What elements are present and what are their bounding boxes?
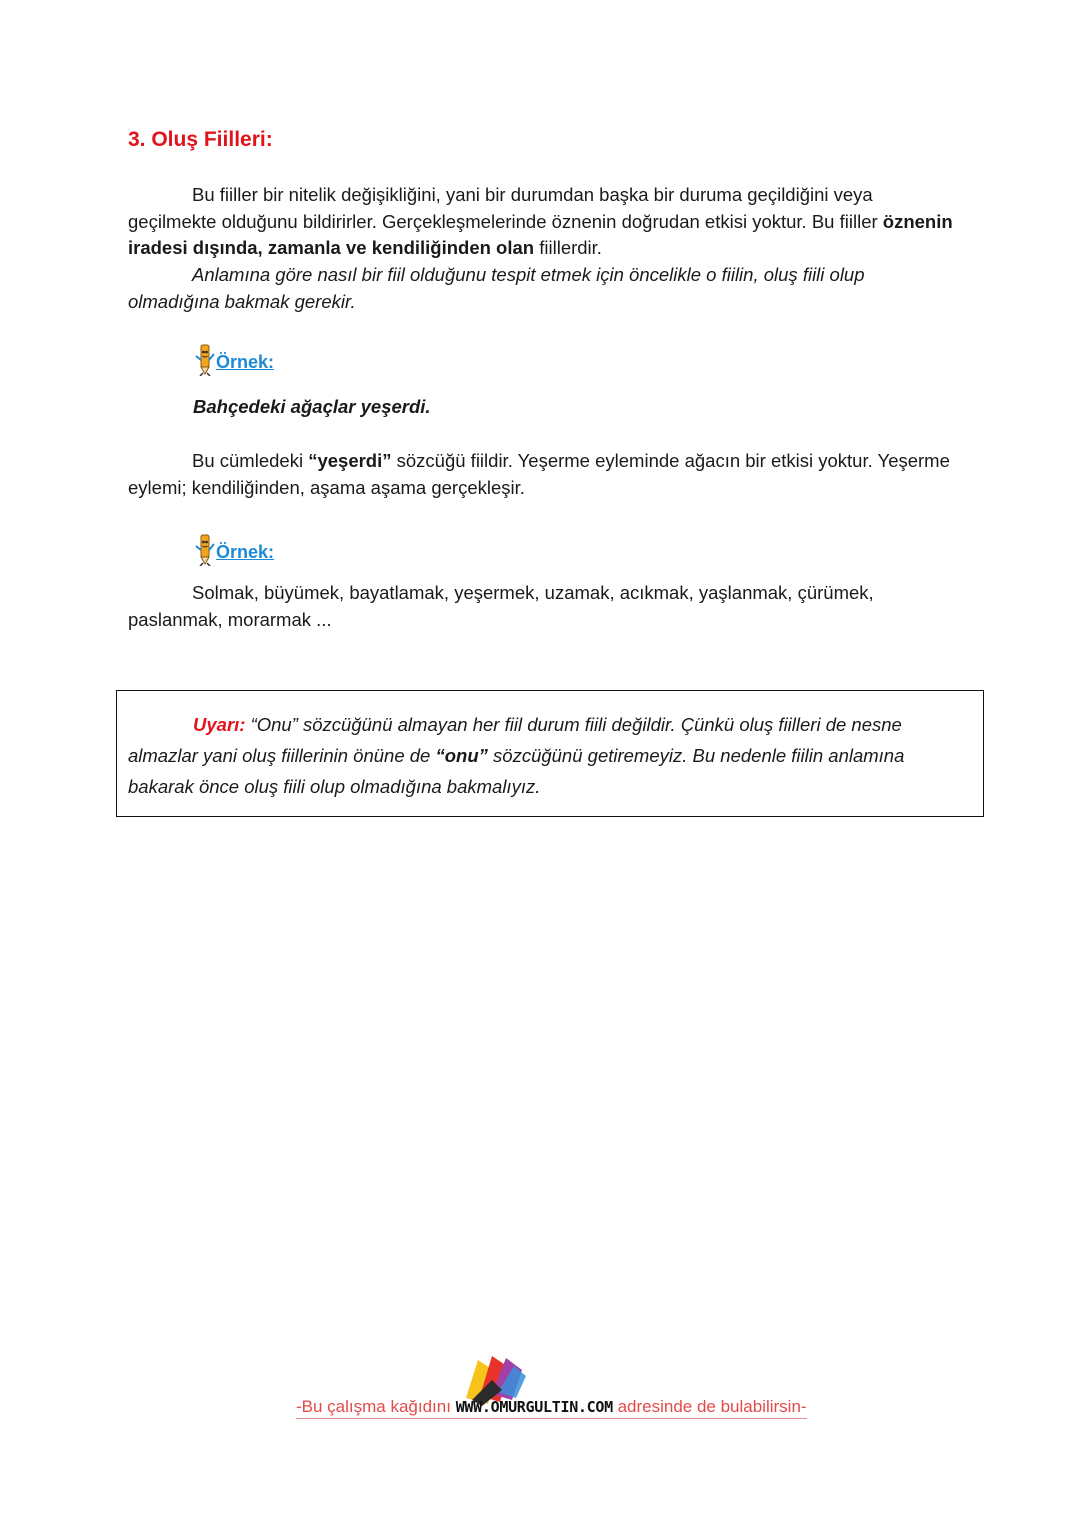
- intro-text-a: Bu fiiller bir nitelik değişikliğini, yani bir durumdan başka bir duruma geçildiğini veya geçilmekte olduğunu bildirirler. Gerçekleşmelerinde öznenin doğrudan etkisi yoktur. Bu fiiller: [128, 184, 883, 232]
- intro-paragraph: [128, 182, 958, 262]
- example-2-label-text: Örnek:: [216, 542, 275, 562]
- example-1-label: [194, 340, 274, 376]
- footer-site-link[interactable]: WWW.OMURGULTIN.COM: [455, 1398, 613, 1416]
- example-1-explain-a: Bu cümledeki: [192, 450, 309, 471]
- footer-prefix: -Bu çalışma kağıdını: [296, 1397, 456, 1416]
- example-1-explain-b: sözcüğü fiildir. Yeşerme eyleminde ağacın bir etkisi yoktur. Yeşerme eylemi; kendiliğinden, aşama aşama gerçekleşir.: [128, 450, 950, 498]
- section-heading: 3. Oluş Fiilleri:: [128, 128, 273, 151]
- example-1-explanation: [128, 448, 958, 501]
- intro-text-b: fiillerdir.: [534, 237, 602, 258]
- warning-text-a: “Onu” sözcüğünü almayan her fiil durum fiili değildir. Çünkü oluş fiilleri de nesne almazlar yani oluş fiillerinin önüne de: [128, 714, 902, 766]
- warning-label: Uyarı:: [193, 714, 246, 735]
- intro-bold-phrase: öznenin iradesi dışında, zamanla ve kendiliğinden olan: [128, 210, 953, 258]
- footer: [296, 1350, 856, 1430]
- example-1-sentence: Bahçedeki ağaçlar yeşerdi.: [193, 396, 431, 417]
- warning-text-b: sözcüğünü getiremeyiz. Bu nedenle fiilin anlamına bakarak önce oluş fiili olup olmadığına bakmalıyız.: [128, 745, 905, 797]
- pencil-character-icon: [194, 532, 216, 566]
- example-2-list: Solmak, büyümek, bayatlamak, yeşermek, uzamak, acıkmak, yaşlanmak, çürümek, paslanmak, morarmak ...: [128, 582, 874, 630]
- example-2-label: [194, 530, 274, 566]
- footer-text: [296, 1397, 807, 1419]
- footer-suffix: adresinde de bulabilirsin-: [612, 1397, 807, 1416]
- warning-bold: “onu”: [435, 745, 488, 766]
- intro-note: Anlamına göre nasıl bir fiil olduğunu tespit etmek için öncelikle o fiilin, oluş fiili olup olmadığına bakmak gerekir.: [128, 264, 865, 312]
- warning-box: [116, 690, 984, 817]
- pencil-character-icon: [194, 342, 216, 376]
- example-1-explain-bold: “yeşerdi”: [308, 450, 392, 471]
- warning-text: [128, 709, 964, 802]
- example-1-label-text: Örnek:: [216, 352, 275, 372]
